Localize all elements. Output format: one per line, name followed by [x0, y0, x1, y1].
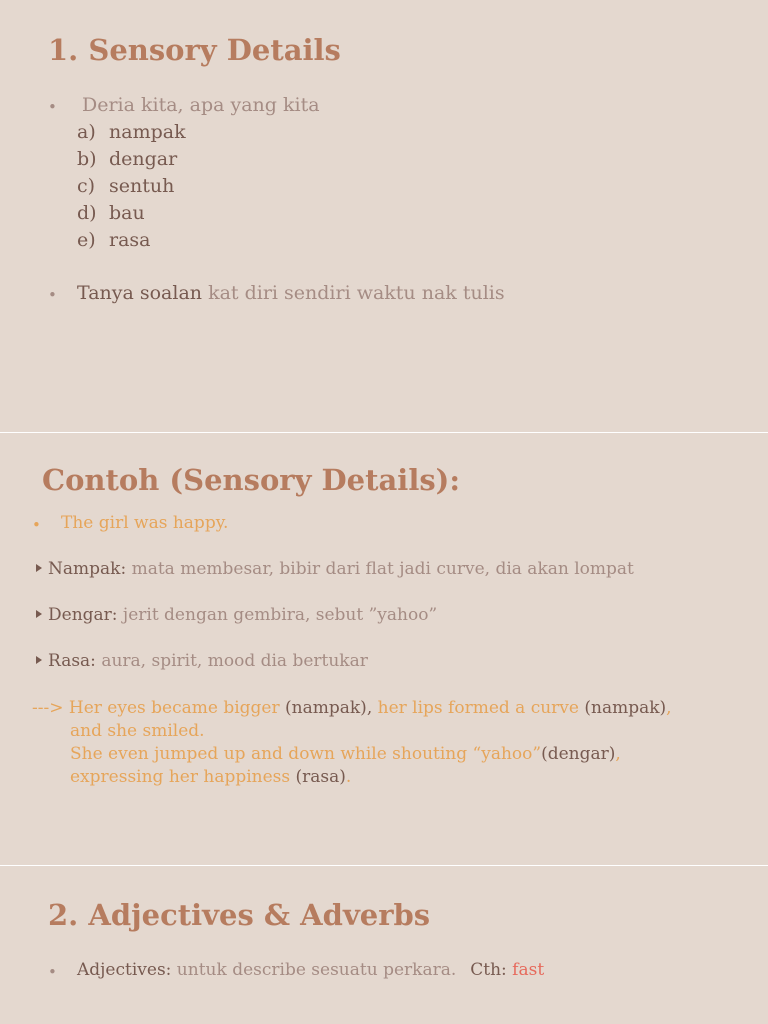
- bullet-dot: •: [48, 286, 57, 304]
- phrase: Her eyes became bigger: [68, 698, 280, 718]
- paragraph-line: and she smiled.: [70, 721, 205, 741]
- arrow-bullet-icon: [36, 564, 42, 572]
- bullet-rest: kat diri sendiri waktu nak tulis: [202, 282, 505, 304]
- bullet-text: Deria kita, apa yang kita: [82, 94, 320, 116]
- bullet-dot: •: [48, 963, 57, 981]
- sense-tag: (rasa): [290, 767, 346, 787]
- paragraph-line: [70, 744, 621, 764]
- sense-tag: (nampak): [578, 698, 667, 718]
- phrase: She even jumped up and down while shouting “yahoo”: [70, 744, 542, 764]
- term-label: Adjectives:: [77, 960, 172, 980]
- phrase: expressing her happiness: [70, 767, 291, 787]
- bullet-dot: •: [48, 98, 57, 116]
- list-text: dengar: [109, 148, 178, 170]
- slide-adjectives-adverbs: [0, 866, 768, 1024]
- sense-label: Nampak:: [48, 559, 127, 579]
- list-letter: b): [77, 148, 97, 170]
- punct: ,: [615, 744, 621, 764]
- sense-text: jerit dengan gembira, sebut ”yahoo”: [117, 605, 438, 625]
- sense-text: mata membesar, bibir dari flat jadi curve, dia akan lompat: [126, 559, 634, 579]
- arrow-bullet-icon: [36, 656, 42, 664]
- sense-tag: (nampak),: [279, 698, 378, 718]
- sense-tag: (dengar): [541, 744, 616, 764]
- list-text: bau: [109, 202, 145, 224]
- list-letter: d): [77, 202, 97, 224]
- punct: .: [345, 767, 352, 787]
- paragraph-line: [32, 698, 672, 718]
- list-text: rasa: [109, 229, 151, 251]
- paragraph-line: [70, 767, 351, 787]
- list-text: sentuh: [109, 175, 175, 197]
- slide-contoh: [0, 433, 768, 865]
- sense-label: Rasa:: [48, 651, 96, 671]
- arrow-text: --->: [32, 698, 69, 718]
- sense-row-rasa: [36, 651, 368, 671]
- phrase: her lips formed a curve: [377, 698, 579, 718]
- sense-row-nampak: [36, 559, 634, 579]
- punct: ,: [666, 698, 672, 718]
- list-item: [77, 175, 174, 197]
- list-item: [77, 202, 145, 224]
- list-letter: e): [77, 229, 96, 251]
- list-letter: c): [77, 175, 96, 197]
- example-sentence: The girl was happy.: [61, 513, 229, 533]
- slide-sensory-details: [0, 0, 768, 432]
- sense-row-dengar: [36, 605, 437, 625]
- arrow-bullet-icon: [36, 610, 42, 618]
- list-item: [77, 229, 151, 251]
- example-label: Cth:: [470, 960, 513, 980]
- sense-label: Dengar:: [48, 605, 118, 625]
- term-definition: untuk describe sesuatu perkara.: [171, 960, 457, 980]
- slide-title: 2. Adjectives & Adverbs: [48, 898, 431, 932]
- bullet-text: [77, 282, 505, 304]
- list-letter: a): [77, 121, 96, 143]
- bullet-dot: •: [32, 516, 41, 534]
- bullet-text: [77, 960, 544, 980]
- slide-title: Contoh (Sensory Details):: [42, 463, 461, 497]
- list-item: [77, 148, 177, 170]
- sense-text: aura, spirit, mood dia bertukar: [95, 651, 368, 671]
- slide-title: 1. Sensory Details: [48, 33, 341, 67]
- list-text: nampak: [109, 121, 186, 143]
- list-item: [77, 121, 186, 143]
- bold-phrase: Tanya soalan: [77, 282, 203, 304]
- example-word: fast: [512, 960, 545, 980]
